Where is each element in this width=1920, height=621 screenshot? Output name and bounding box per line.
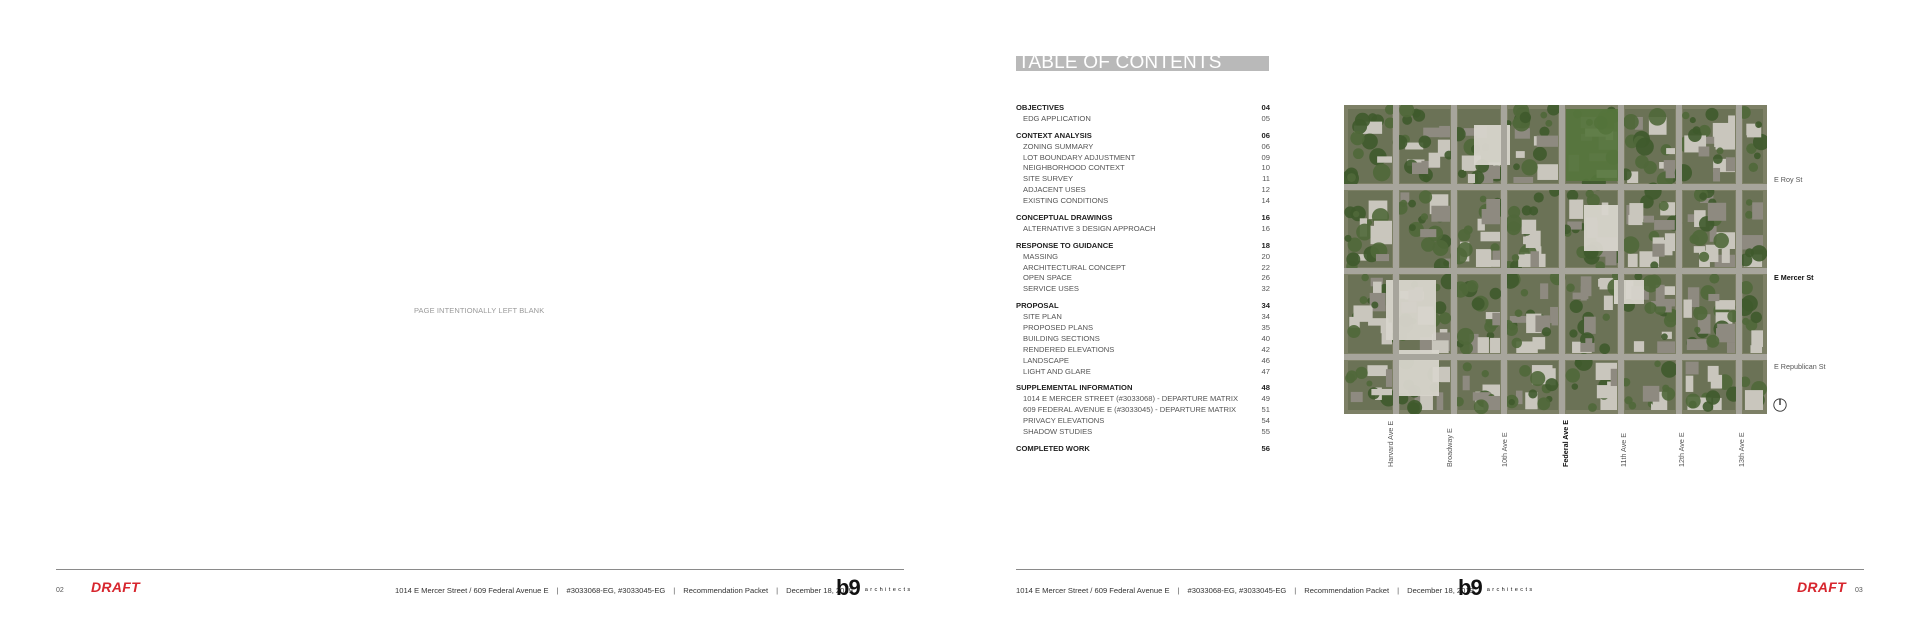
footer-project-ids: #3033068-EG, #3033045-EG (566, 586, 666, 595)
toc-entry-title: ZONING SUMMARY (1023, 141, 1094, 151)
footer-date: December 18, 2019 (786, 586, 853, 595)
toc-heading-title: OBJECTIVES (1016, 103, 1065, 112)
street-label: E Republican St (1774, 362, 1826, 371)
toc-entry (1016, 185, 1270, 196)
toc-section (1016, 444, 1270, 455)
toc-entry-page: 22 (1261, 262, 1270, 272)
logo-mark: b9 (836, 575, 860, 600)
toc-section (1016, 301, 1270, 377)
toc-heading-page: 48 (1261, 383, 1270, 393)
footer-info-right: 1014 E Mercer Street / 609 Federal Avenue E | #3033068-EG, #3033045-EG | Recommendation Packet | December 18, 2019 (1016, 586, 1474, 595)
toc-entry-page: 26 (1261, 273, 1270, 283)
toc-entry-title: 609 FEDERAL AVENUE E (#3033045) - DEPARTURE MATRIX (1023, 405, 1237, 415)
toc-entry-page: 55 (1261, 427, 1270, 437)
toc-entry-page: 05 (1261, 113, 1270, 123)
avenue-label: Federal Ave E (1561, 419, 1570, 467)
toc-entry (1016, 252, 1270, 263)
toc-entry (1016, 345, 1270, 356)
toc-section-heading (1016, 213, 1270, 224)
toc-entry-title: 1014 E MERCER STREET (#3033068) - DEPARTURE MATRIX (1023, 394, 1239, 404)
toc-entry-page: 42 (1261, 344, 1270, 354)
toc-entry-page: 46 (1261, 355, 1270, 365)
b9-logo-left (836, 577, 913, 601)
toc-heading-page: 34 (1261, 301, 1270, 311)
toc-heading-title: CONTEXT ANALYSIS (1016, 130, 1092, 140)
toc-heading-title: CONCEPTUAL DRAWINGS (1016, 213, 1113, 223)
footer-info-left: 1014 E Mercer Street / 609 Federal Avenue E | #3033068-EG, #3033045-EG | Recommendation Packet | December 18, 2019 (395, 586, 853, 595)
toc-entry (1016, 273, 1270, 284)
toc-entry-page: 12 (1261, 185, 1270, 195)
toc-section-heading (1016, 103, 1270, 114)
toc-entry-title: SITE SURVEY (1023, 174, 1074, 184)
toc-section-heading (1016, 131, 1270, 142)
footer-date: December 18, 2019 (1407, 586, 1474, 595)
toc-entry-title: ADJACENT USES (1023, 185, 1086, 195)
avenue-label: 12th Ave E (1677, 432, 1686, 467)
toc-entry-page: 16 (1261, 223, 1270, 233)
toc-entry-page: 20 (1261, 251, 1270, 261)
toc-entry-page: 40 (1261, 333, 1270, 343)
toc-entry (1016, 405, 1270, 416)
toc-entry (1016, 367, 1270, 378)
footer-rule-right (1016, 569, 1864, 570)
toc-section-heading (1016, 241, 1270, 252)
toc-entry-title: RENDERED ELEVATIONS (1023, 344, 1115, 354)
toc-entry (1016, 142, 1270, 153)
toc-entry-title: EXISTING CONDITIONS (1023, 196, 1109, 206)
toc-entry (1016, 163, 1270, 174)
toc-entry (1016, 174, 1270, 185)
north-arrow-icon (1773, 398, 1787, 412)
toc-entry-page: 47 (1261, 366, 1270, 376)
toc-entry-page: 49 (1261, 394, 1270, 404)
page-number-left: 02 (56, 587, 64, 594)
toc-entry (1016, 284, 1270, 295)
toc-heading-page: 18 (1261, 240, 1270, 250)
toc-entry (1016, 263, 1270, 274)
avenue-label: 10th Ave E (1500, 432, 1509, 467)
toc-entry-title: PROPOSED PLANS (1023, 323, 1094, 333)
toc-entry (1016, 427, 1270, 438)
avenue-label: Harvard Ave E (1386, 420, 1395, 467)
street-label: E Mercer St (1774, 273, 1814, 282)
toc-entry-title: SITE PLAN (1023, 312, 1062, 322)
toc-entry (1016, 114, 1270, 125)
toc-heading-page: 16 (1261, 213, 1270, 223)
toc-section-heading (1016, 444, 1270, 455)
toc-entry-page: 35 (1261, 323, 1270, 333)
blank-page-note: PAGE INTENTIONALLY LEFT BLANK (414, 306, 545, 315)
toc-heading-title: PROPOSAL (1016, 301, 1059, 311)
toc-entry-page: 34 (1261, 312, 1270, 322)
toc-heading-title: SUPPLEMENTAL INFORMATION (1016, 383, 1133, 393)
b9-logo-right (1458, 577, 1535, 601)
avenue-label: 13th Ave E (1737, 432, 1746, 467)
toc-entry (1016, 323, 1270, 334)
toc-entry (1016, 224, 1270, 235)
toc-entry-title: OPEN SPACE (1023, 273, 1072, 283)
toc-entry (1016, 153, 1270, 164)
toc-heading-title: RESPONSE TO GUIDANCE (1016, 240, 1114, 250)
toc-entry-title: BUILDING SECTIONS (1023, 333, 1100, 343)
toc-entry (1016, 356, 1270, 367)
footer-packet: Recommendation Packet (1304, 586, 1390, 595)
toc-heading-page: 06 (1261, 130, 1270, 140)
toc-heading-page: 56 (1261, 443, 1270, 453)
logo-mark: b9 (1458, 575, 1482, 600)
toc-entry-title: PRIVACY ELEVATIONS (1023, 416, 1105, 426)
toc-entry-page: 11 (1262, 174, 1270, 184)
page-title: TABLE OF CONTENTS (1018, 52, 1222, 73)
toc-entry-page: 09 (1261, 152, 1270, 162)
toc-section (1016, 213, 1270, 235)
toc-entry (1016, 334, 1270, 345)
toc-section-heading (1016, 301, 1270, 312)
logo-word: architects (1486, 587, 1535, 593)
table-of-contents (1016, 103, 1270, 461)
toc-section (1016, 383, 1270, 437)
toc-entry-page: 54 (1261, 416, 1270, 426)
toc-entry (1016, 196, 1270, 207)
footer-packet: Recommendation Packet (683, 586, 769, 595)
draft-label-right: DRAFT (1797, 579, 1846, 595)
draft-label-left: DRAFT (91, 579, 140, 595)
toc-entry-title: LOT BOUNDARY ADJUSTMENT (1023, 152, 1136, 162)
avenue-label: Broadway E (1445, 428, 1454, 467)
page-number-right: 03 (1855, 587, 1863, 594)
toc-heading-title: COMPLETED WORK (1016, 443, 1090, 453)
toc-entry-title: NEIGHBORHOOD CONTEXT (1023, 163, 1125, 173)
footer-address: 1014 E Mercer Street / 609 Federal Avenue E (1016, 586, 1170, 595)
footer-address: 1014 E Mercer Street / 609 Federal Avenue E (395, 586, 549, 595)
toc-entry-title: LIGHT AND GLARE (1023, 366, 1091, 376)
toc-entry-title: MASSING (1023, 251, 1059, 261)
toc-section (1016, 131, 1270, 207)
toc-entry-page: 10 (1261, 163, 1270, 173)
toc-entry-title: ALTERNATIVE 3 DESIGN APPROACH (1023, 223, 1156, 233)
toc-heading-page: 04 (1261, 103, 1270, 112)
toc-entry-title: SHADOW STUDIES (1023, 427, 1093, 437)
footer-rule-left (56, 569, 904, 570)
street-label: E Roy St (1774, 175, 1803, 184)
toc-entry-page: 06 (1261, 141, 1270, 151)
toc-entry-title: LANDSCAPE (1023, 355, 1070, 365)
toc-entry-page: 32 (1261, 284, 1270, 294)
logo-word: architects (864, 587, 913, 593)
aerial-photo (1344, 105, 1767, 414)
avenue-label: 11th Ave E (1619, 432, 1628, 467)
toc-entry-title: SERVICE USES (1023, 284, 1079, 294)
toc-entry (1016, 416, 1270, 427)
aerial-site-map (1344, 105, 1767, 414)
toc-entry-title: ARCHITECTURAL CONCEPT (1023, 262, 1126, 272)
footer-project-ids: #3033068-EG, #3033045-EG (1187, 586, 1287, 595)
toc-section (1016, 103, 1270, 125)
toc-entry (1016, 312, 1270, 323)
toc-entry (1016, 394, 1270, 405)
toc-section-heading (1016, 383, 1270, 394)
toc-section (1016, 241, 1270, 295)
toc-entry-page: 14 (1261, 196, 1270, 206)
toc-entry-title: EDG APPLICATION (1023, 113, 1091, 123)
toc-entry-page: 51 (1261, 405, 1270, 415)
